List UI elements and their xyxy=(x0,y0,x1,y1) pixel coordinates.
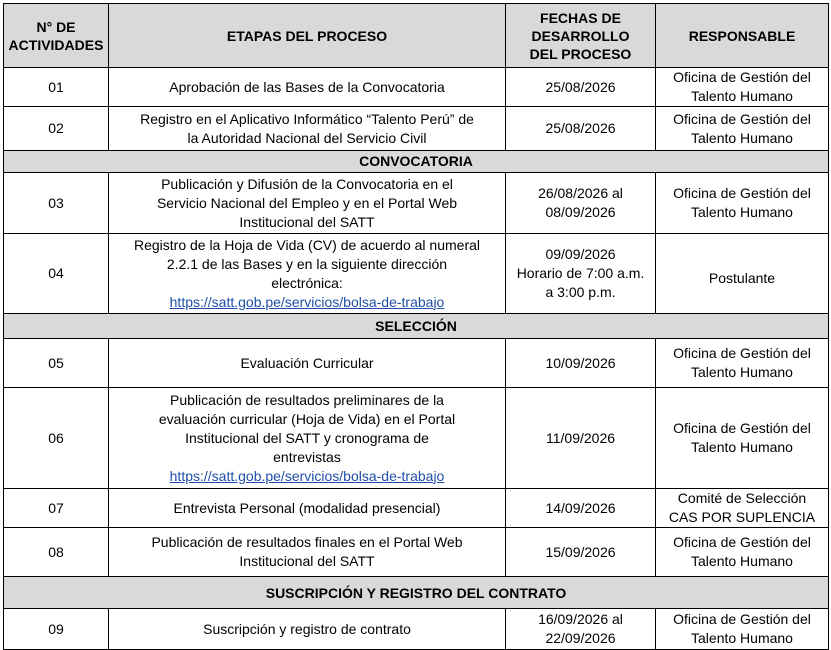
table-row xyxy=(4,609,829,650)
activity-responsible: Oficina de Gestión del Talento Humano xyxy=(656,388,829,489)
table-row xyxy=(4,173,829,234)
activity-responsible: Oficina de Gestión del Talento Humano xyxy=(656,339,829,388)
activity-date: 16/09/2026 al 22/09/2026 xyxy=(506,609,656,650)
activity-responsible: Oficina de Gestión del Talento Humano xyxy=(656,107,829,151)
activity-number: 09 xyxy=(4,609,109,650)
table-row xyxy=(4,339,829,388)
activity-date: 26/08/2026 al 08/09/2026 xyxy=(506,173,656,234)
bolsa-de-trabajo-link[interactable]: https://satt.gob.pe/servicios/bolsa-de-trabajo xyxy=(169,293,445,310)
activity-date: 25/08/2026 xyxy=(506,68,656,107)
header-dates: FECHAS DE DESARROLLO DEL PROCESO xyxy=(506,4,656,68)
activity-stage: Aprobación de las Bases de la Convocatoria xyxy=(109,68,506,107)
schedule-table xyxy=(3,3,829,650)
table-row xyxy=(4,528,829,577)
table-row xyxy=(4,489,829,528)
activity-responsible: Oficina de Gestión del Talento Humano xyxy=(656,68,829,107)
header-responsible: RESPONSABLE xyxy=(656,4,829,68)
activity-date: 10/09/2026 xyxy=(506,339,656,388)
activity-number: 03 xyxy=(4,173,109,234)
activity-number: 08 xyxy=(4,528,109,577)
section-row-convocatoria xyxy=(4,151,829,173)
header-num: N° DE ACTIVIDADES xyxy=(4,4,109,68)
bolsa-de-trabajo-link[interactable]: https://satt.gob.pe/servicios/bolsa-de-trabajo xyxy=(169,467,445,484)
table-row xyxy=(4,234,829,314)
activity-number: 05 xyxy=(4,339,109,388)
activity-responsible: Comité de Selección CAS POR SUPLENCIA xyxy=(656,489,829,528)
activity-date: 09/09/2026 Horario de 7:00 a.m. a 3:00 p.m. xyxy=(506,234,656,314)
table-row xyxy=(4,388,829,489)
header-stage: ETAPAS DEL PROCESO xyxy=(109,4,506,68)
activity-number: 02 xyxy=(4,107,109,151)
section-title: SUSCRIPCIÓN Y REGISTRO DEL CONTRATO xyxy=(4,577,829,609)
activity-stage: Registro de la Hoja de Vida (CV) de acuerdo al numeral 2.2.1 de las Bases y en la siguiente dirección electrónica: https://satt.gob.pe/servicios/bolsa-de-trabajo xyxy=(109,234,506,314)
table-row xyxy=(4,68,829,107)
section-row-contrato xyxy=(4,577,829,609)
section-title: CONVOCATORIA xyxy=(4,151,829,173)
activity-date: 25/08/2026 xyxy=(506,107,656,151)
activity-number: 06 xyxy=(4,388,109,489)
activity-number: 01 xyxy=(4,68,109,107)
activity-responsible: Oficina de Gestión del Talento Humano xyxy=(656,609,829,650)
header-row xyxy=(4,4,829,68)
activity-date: 14/09/2026 xyxy=(506,489,656,528)
table-row xyxy=(4,107,829,151)
activity-stage: Entrevista Personal (modalidad presencial) xyxy=(109,489,506,528)
section-title: SELECCIÓN xyxy=(4,314,829,339)
activity-number: 07 xyxy=(4,489,109,528)
activity-number: 04 xyxy=(4,234,109,314)
activity-date: 15/09/2026 xyxy=(506,528,656,577)
activity-stage: Publicación de resultados finales en el Portal Web Institucional del SATT xyxy=(109,528,506,577)
activity-stage: Publicación de resultados preliminares de la evaluación curricular (Hoja de Vida) en el Portal Institucional del SATT y cronograma de entrevistas https://satt.gob.pe/servicios/bolsa-de-trabajo xyxy=(109,388,506,489)
activity-date: 11/09/2026 xyxy=(506,388,656,489)
activity-stage: Evaluación Curricular xyxy=(109,339,506,388)
activity-responsible: Oficina de Gestión del Talento Humano xyxy=(656,528,829,577)
activity-stage: Registro en el Aplicativo Informático “Talento Perú” de la Autoridad Nacional del Servicio Civil xyxy=(109,107,506,151)
activity-responsible: Postulante xyxy=(656,234,829,314)
activity-stage: Suscripción y registro de contrato xyxy=(109,609,506,650)
activity-stage: Publicación y Difusión de la Convocatoria en el Servicio Nacional del Empleo y en el Portal Web Institucional del SATT xyxy=(109,173,506,234)
section-row-seleccion xyxy=(4,314,829,339)
activity-responsible: Oficina de Gestión del Talento Humano xyxy=(656,173,829,234)
